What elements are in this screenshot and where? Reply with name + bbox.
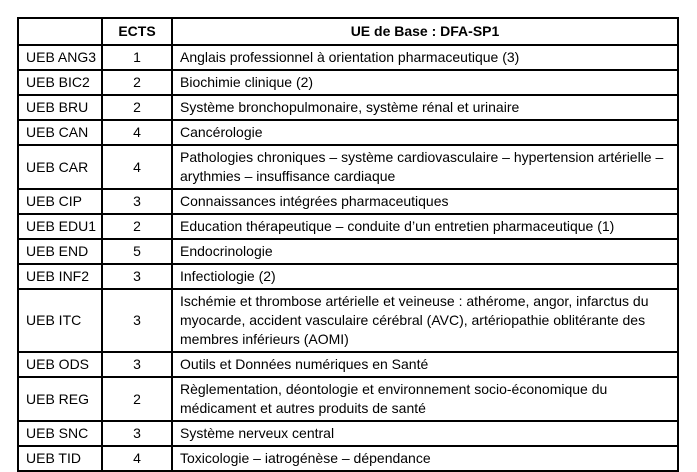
description-cell: Education thérapeutique – conduite d’un entretien pharmaceutique (1) [172,214,678,239]
description-cell: Connaissances intégrées pharmaceutiques [172,189,678,214]
description-cell: Infectiologie (2) [172,264,678,289]
ects-cell: 3 [102,264,172,289]
course-code-cell: UEB BRU [18,95,102,120]
table-row [18,120,678,145]
table-row [18,421,678,446]
description-cell: Toxicologie – iatrogénèse – dépendance [172,446,678,471]
table-row [18,264,678,289]
description-cell: Système nerveux central [172,421,678,446]
table-row [18,95,678,120]
table-row [18,239,678,264]
table-row [18,352,678,377]
ects-cell: 3 [102,289,172,352]
header-title-cell: UE de Base : DFA-SP1 [172,18,678,45]
ects-cell: 2 [102,377,172,421]
description-cell: Ischémie et thrombose artérielle et veineuse : athérome, angor, infarctus du myocarde, accident vasculaire cérébral (AVC), artériopathie oblitérante des membres inférieurs (AOMI) [172,289,678,352]
table-row [18,70,678,95]
description-cell: Endocrinologie [172,239,678,264]
description-cell: Biochimie clinique (2) [172,70,678,95]
description-cell: Anglais professionnel à orientation pharmaceutique (3) [172,45,678,70]
ects-cell: 4 [102,120,172,145]
description-cell: Système bronchopulmonaire, système rénal et urinaire [172,95,678,120]
course-code-cell: UEB CAR [18,145,102,189]
course-code-cell: UEB ANG3 [18,45,102,70]
header-ects-cell: ECTS [102,18,172,45]
ects-cell: 2 [102,70,172,95]
ects-cell: 5 [102,239,172,264]
ects-cell: 3 [102,189,172,214]
course-table [17,17,679,472]
course-code-cell: UEB REG [18,377,102,421]
course-code-cell: UEB CAN [18,120,102,145]
table-row [18,446,678,471]
ects-cell: 4 [102,446,172,471]
course-code-cell: UEB TID [18,446,102,471]
header-code-cell [18,18,102,45]
table-row [18,289,678,352]
description-cell: Pathologies chroniques – système cardiovasculaire – hypertension artérielle – arythmies – insuffisance cardiaque [172,145,678,189]
course-code-cell: UEB EDU1 [18,214,102,239]
ects-cell: 3 [102,352,172,377]
description-cell: Règlementation, déontologie et environnement socio-économique du médicament et autres produits de santé [172,377,678,421]
description-cell: Cancérologie [172,120,678,145]
course-code-cell: UEB BIC2 [18,70,102,95]
table-row [18,189,678,214]
ects-cell: 2 [102,95,172,120]
ects-cell: 4 [102,145,172,189]
table-row [18,377,678,421]
course-code-cell: UEB INF2 [18,264,102,289]
course-code-cell: UEB ITC [18,289,102,352]
table-row [18,214,678,239]
table-row [18,145,678,189]
ects-cell: 3 [102,421,172,446]
course-table-body [18,45,678,471]
course-code-cell: UEB ODS [18,352,102,377]
table-row [18,45,678,70]
description-cell: Outils et Données numériques en Santé [172,352,678,377]
header-row [18,18,678,45]
ects-cell: 1 [102,45,172,70]
course-code-cell: UEB SNC [18,421,102,446]
ects-cell: 2 [102,214,172,239]
course-code-cell: UEB CIP [18,189,102,214]
course-code-cell: UEB END [18,239,102,264]
